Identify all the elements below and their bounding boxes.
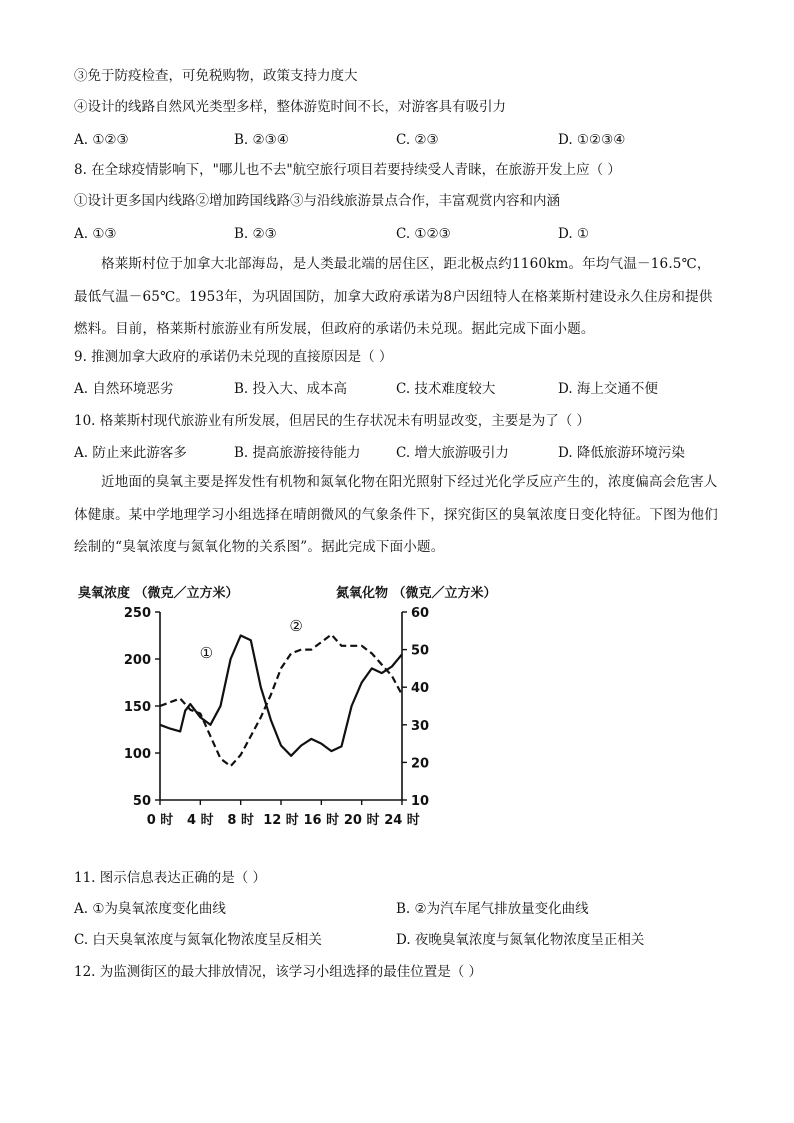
left-tick-label: 250 <box>123 606 151 621</box>
q8-items: ①设计更多国内线路②增加跨国线路③与沿线旅游景点合作，丰富观赏内容和内涵 <box>74 193 560 209</box>
q9-option-a[interactable]: A. 自然环境恶劣 <box>74 381 174 397</box>
q11-option-a[interactable]: A. ①为臭氧浓度变化曲线 <box>74 901 226 917</box>
x-tick-label: 8 时 <box>227 813 254 828</box>
left-tick-label: 150 <box>123 700 151 715</box>
left-tick-label: 200 <box>123 653 151 668</box>
q7-option-c[interactable]: C. ②③ <box>396 132 439 148</box>
right-tick-label: 40 <box>411 681 430 697</box>
right-tick-label: 50 <box>411 643 430 659</box>
right-tick-label: 30 <box>411 718 430 734</box>
q8-stem: 8. 在全球疫情影响下，"哪儿也不去"航空旅行项目若要持续受人青睐，在旅游开发上应（ ） <box>74 162 621 178</box>
q8-option-a[interactable]: A. ①③ <box>74 226 117 242</box>
series-label-2: ② <box>289 616 303 635</box>
q7-item-4: ④设计的线路自然风光类型多样，整体游览时间不长，对游客具有吸引力 <box>74 99 506 115</box>
q11-option-b[interactable]: B. ②为汽车尾气排放量变化曲线 <box>396 901 589 917</box>
q9-stem: 9. 推测加拿大政府的承诺仍未兑现的直接原因是（ ） <box>74 349 393 365</box>
x-tick-label: 16 时 <box>303 813 340 828</box>
series-line-1 <box>160 636 402 756</box>
x-tick-label: 24 时 <box>384 813 420 828</box>
left-axis-label: 臭氧浓度 （微克／立方米） <box>78 586 239 601</box>
q9-option-c[interactable]: C. 技术难度较大 <box>396 381 496 397</box>
q11-stem: 11. 图示信息表达正确的是（ ） <box>74 870 267 886</box>
q8-option-b[interactable]: B. ②③ <box>234 226 277 242</box>
q7-item-3: ③免于防疫检查，可免税购物，政策支持力度大 <box>74 68 358 84</box>
q9-option-b[interactable]: B. 投入大、成本高 <box>234 381 348 397</box>
right-tick-label: 60 <box>411 606 430 621</box>
q8-option-d[interactable]: D. ① <box>558 226 590 242</box>
right-tick-label: 20 <box>411 756 430 772</box>
x-tick-label: 20 时 <box>343 813 380 828</box>
ozone-nox-chart <box>74 578 497 828</box>
q9-option-d[interactable]: D. 海上交通不便 <box>558 381 658 397</box>
passage-ozone: 近地面的臭氧主要是挥发性有机物和氮氧化物在阳光照射下经过光化学反应产生的，浓度偏高会危害人体健康。某中学地理学习小组选择在晴朗微风的气象条件下，探究街区的臭氧浓度日变化特征。下图为他们绘制的“臭氧浓度与氮氧化物的关系图”。据此完成下面小题。 <box>74 474 718 555</box>
q10-stem: 10. 格莱斯村现代旅游业有所发展，但居民的生存状况未有明显改变，主要是为了（ ） <box>74 413 591 429</box>
q10-option-d[interactable]: D. 降低旅游环境污染 <box>558 445 685 461</box>
right-tick-label: 10 <box>411 794 430 809</box>
q11-option-c[interactable]: C. 白天臭氧浓度与氮氧化物浓度呈反相关 <box>74 932 322 948</box>
left-tick-label: 100 <box>123 747 151 762</box>
right-axis-label: 氮氧化物 （微克／立方米） <box>336 586 497 601</box>
q10-option-a[interactable]: A. 防止来此游客多 <box>74 445 187 461</box>
x-tick-label: 12 时 <box>263 813 299 828</box>
passage-grise-fiord: 格莱斯村位于加拿大北部海岛，是人类最北端的居住区，距北极点约1160km。年均气温－16.5℃，最低气温－65℃。1953年，为巩固国防，加拿大政府承诺为8户因纽特人在格莱斯村建设永久住房和提供燃料。目前，格莱斯村旅游业有所发展，但政府的承诺仍未兑现。据此完成下面小题。 <box>74 256 713 337</box>
q10-option-b[interactable]: B. 提高旅游接待能力 <box>234 445 361 461</box>
x-tick-label: 0 时 <box>146 813 174 828</box>
left-tick-label: 50 <box>132 794 151 809</box>
x-tick-label: 4 时 <box>187 813 214 828</box>
q7-option-d[interactable]: D. ①②③④ <box>558 132 626 148</box>
chart-svg <box>74 578 497 828</box>
q11-option-d[interactable]: D. 夜晚臭氧浓度与氮氧化物浓度呈正相关 <box>396 932 645 948</box>
q8-option-c[interactable]: C. ①②③ <box>396 226 451 242</box>
q10-option-c[interactable]: C. 增大旅游吸引力 <box>396 445 509 461</box>
series-label-1: ① <box>199 644 214 663</box>
q7-option-b[interactable]: B. ②③④ <box>234 132 289 148</box>
q12-stem: 12. 为监测街区的最大排放情况，该学习小组选择的最佳位置是（ ） <box>74 964 483 980</box>
q7-option-a[interactable]: A. ①②③ <box>74 132 129 148</box>
